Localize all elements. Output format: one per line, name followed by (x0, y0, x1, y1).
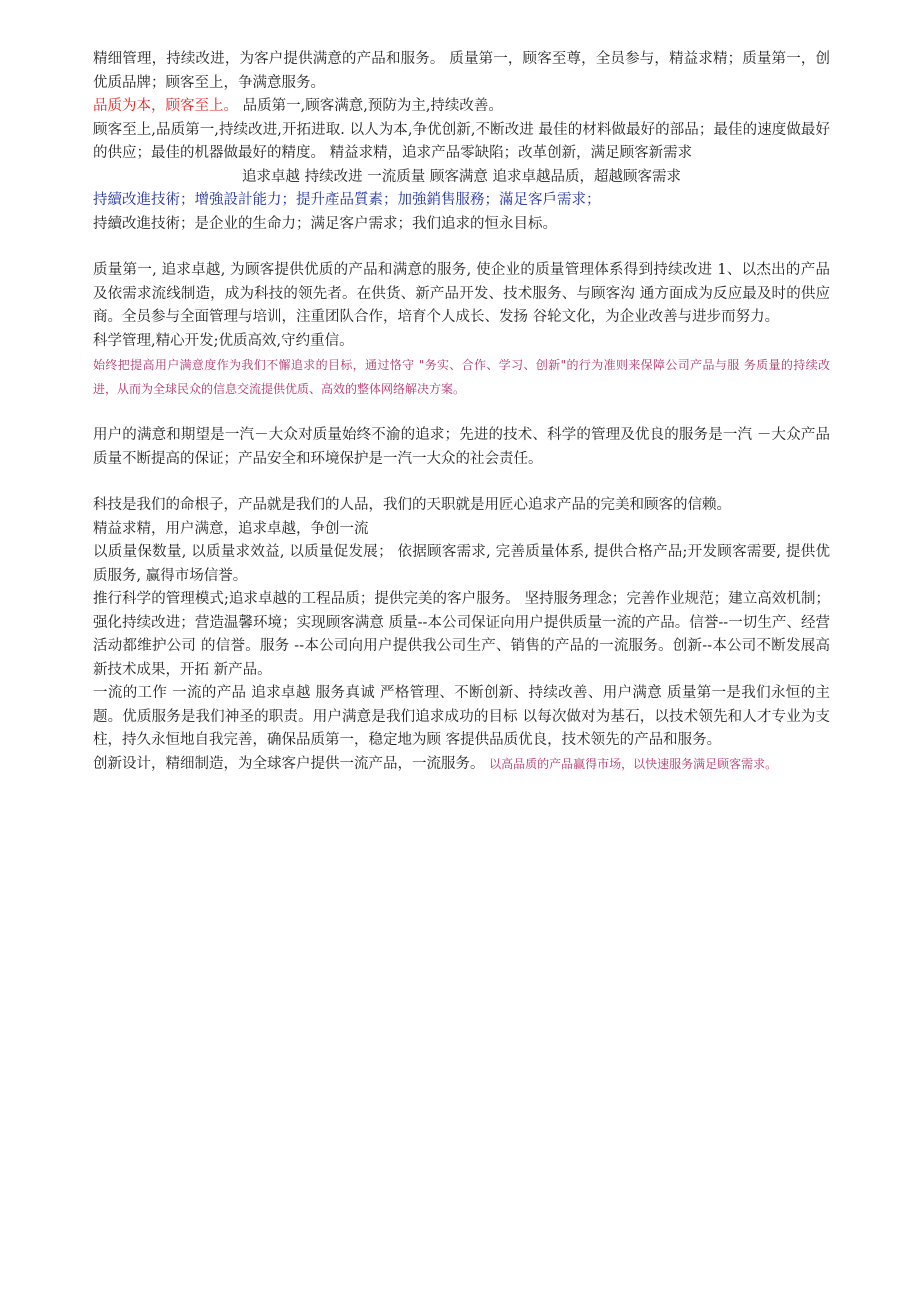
highlight-red-text: 品质为本，顾客至上。 (93, 98, 238, 114)
paragraph-14: 推行科学的管理模式;追求卓越的工程品质；提供完美的客户服务。 坚持服务理念；完善作业规范；建立高效机制；强化持续改进；营造温馨环境；实现顾客满意 质量--本公司保证向用户提供质量一流的产品。信誉--一切生产、经营活动都维护公司 的信誉。服务 --本公司向用户提供我公司生产、销售的产品的一流服务。创新--本公司不断发展高新技术成果，开拓 新产品。 (93, 591, 830, 678)
paragraph-11: 科技是我们的命根子，产品就是我们的人品，我们的天职就是用匠心追求产品的完美和顾客的信赖。 (93, 497, 731, 513)
document-page (93, 48, 830, 776)
blank-line (93, 401, 830, 424)
blank-line (93, 471, 830, 494)
paragraph-9-small-pink: 始终把提高用户满意度作为我们不懈追求的目标，通过恪守 "务实、合作、学习、创新"的行为准则来保障公司产品与服 务质量的持续改进，从而为全球民众的信息交流提供优质、高效的整体网络解决方案。 (93, 358, 830, 396)
paragraph-3: 顾客至上,品质第一,持续改进,开拓进取. 以人为本,争优创新,不断改进 最佳的材料做最好的部品；最佳的速度做最好的供应；最佳的机器做最好的精度。 精益求精，追求产品零缺陷；改革创新，满足顾客新需求 (93, 121, 830, 161)
paragraph-6: 持續改進技術；是企业的生命力；满足客户需求；我们追求的恒永目标。 (93, 215, 557, 232)
paragraph-5-blue: 持續改進技術；增強設計能力；提升產品質素；加強銷售服務；滿足客戶需求； (93, 192, 601, 208)
paragraph-4-centered: 追求卓越 持续改进 一流质量 顾客满意 追求卓越品质，超越顾客需求 (242, 168, 681, 185)
paragraph-8: 科学管理,精心开发;优质高效,守约重信。 (93, 332, 354, 349)
paragraph-16-pink: 以高品质的产品赢得市场，以快速服务满足顾客需求。 (489, 756, 778, 771)
paragraph-2 (93, 95, 830, 119)
paragraph-2-rest: 品质第一,顾客满意,预防为主,持续改善。 (238, 98, 503, 114)
paragraph-7: 质量第一, 追求卓越, 为顾客提供优质的产品和满意的服务, 使企业的质量管理体系得到持续改进 1、以杰出的产品及依需求流线制造，成为科技的领先者。在供货、新产品开发、技术服务、与顾客沟 通方面成为反应最及时的供应商。全员参与全面管理与培训，注重团队合作，培育个人成长、发扬 谷轮文化，为企业改善与进步而努力。 (93, 262, 830, 325)
paragraph-13: 以质量保数量, 以质量求效益, 以质量促发展； 依据顾客需求, 完善质量体系, 提供合格产品;开发顾客需要, 提供优质服务, 赢得市场信誉。 (93, 544, 830, 584)
paragraph-15: 一流的工作 一流的产品 追求卓越 服务真诚 严格管理、不断创新、持续改善、用户满意 质量第一是我们永恒的主题。优质服务是我们神圣的职责。用户满意是我们追求成功的目标 以每次做对为基石，以技术领先和人才专业为支柱，持久永恒地自我完善，确保品质第一，稳定地为顾 客提供品质优良，技术领先的产品和服务。 (93, 685, 830, 748)
paragraph-16-main: 创新设计，精细制造，为全球客户提供一流产品，一流服务。 (93, 755, 490, 772)
paragraph-12: 精益求精，用户满意，追求卓越，争创一流 (93, 520, 369, 537)
blank-line (93, 236, 830, 259)
paragraph-1: 精细管理，持续改进，为客户提供满意的产品和服务。 质量第一，顾客至尊，全员参与，精益求精；质量第一，创优质品牌；顾客至上，争满意服务。 (93, 51, 830, 91)
paragraph-16 (93, 753, 830, 777)
paragraph-10: 用户的满意和期望是一汽－大众对质量始终不渝的追求；先进的技术、科学的管理及优良的服务是一汽 －大众产品质量不断提高的保证；产品安全和环境保护是一汽一大众的社会责任。 (93, 427, 830, 467)
